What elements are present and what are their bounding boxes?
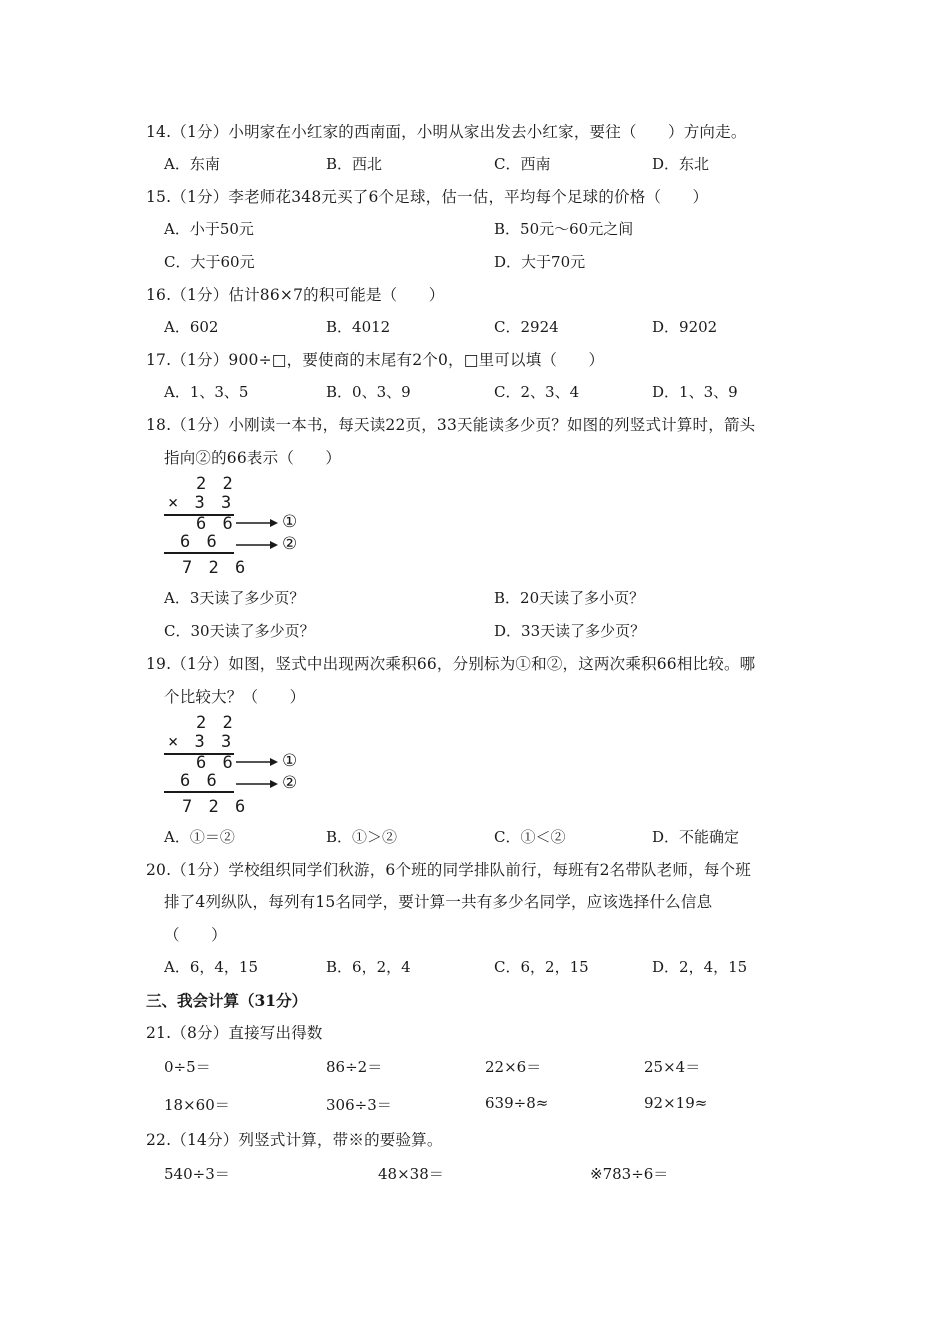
figure-result: 7 2 6 [182, 797, 249, 817]
question-18-line2: 指向②的66表示（ ） [164, 449, 342, 467]
q15-option-a[interactable]: A．小于50元 [164, 220, 254, 238]
q17-option-b[interactable]: B．0、3、9 [326, 383, 411, 401]
q16-option-b[interactable]: B．4012 [326, 318, 391, 336]
q19-option-d[interactable]: D．不能确定 [652, 828, 740, 846]
q18-option-a[interactable]: A．3天读了多少页？ [164, 589, 305, 607]
q15-option-c[interactable]: C．大于60元 [164, 253, 255, 271]
figure-multiplicand: 2 2 [196, 713, 236, 733]
q19-option-c[interactable]: C．①＜② [494, 828, 566, 846]
q20-option-d[interactable]: D．2，4，15 [652, 958, 748, 976]
question-21: 21.（8分）直接写出得数 [146, 1024, 323, 1042]
question-14: 14.（1分）小明家在小红家的西南面，小明从家出发去小红家，要往（ ）方向走。 [146, 123, 747, 141]
figure-partial-1: 6 6 [196, 753, 236, 773]
q21-item[interactable]: 306÷3＝ [326, 1096, 392, 1114]
figure-label-1: ① [282, 751, 298, 771]
q21-item[interactable]: 18×60＝ [164, 1096, 230, 1114]
q21-item[interactable]: 639÷8≈ [485, 1094, 549, 1112]
figure-multiplier: × 3 3 [168, 732, 235, 752]
section-3-title: 三、我会计算（31分） [146, 991, 308, 1010]
q19-option-a[interactable]: A．①＝② [164, 828, 235, 846]
q20-option-c[interactable]: C．6，2，15 [494, 958, 589, 976]
figure-line [164, 791, 234, 793]
q14-option-c[interactable]: C．西南 [494, 155, 551, 173]
question-20-line3: （ ） [164, 926, 227, 944]
figure-line [164, 552, 234, 554]
figure-partial-2: 6 6 [180, 771, 220, 791]
figure-multiplier: × 3 3 [168, 493, 235, 513]
q21-item[interactable]: 25×4＝ [644, 1058, 701, 1076]
question-19-line1: 19.（1分）如图，竖式中出现两次乘积66，分别标为①和②，这两次乘积66相比较。哪 [146, 655, 756, 673]
q21-item[interactable]: 86÷2＝ [326, 1058, 383, 1076]
q16-option-c[interactable]: C．2924 [494, 318, 559, 336]
question-15: 15.（1分）李老师花348元买了6个足球，估一估，平均每个足球的价格（ ） [146, 188, 709, 206]
figure-label-2: ② [282, 534, 298, 554]
q18-option-b[interactable]: B．20天读了多小页？ [494, 589, 645, 607]
q21-item[interactable]: 22×6＝ [485, 1058, 542, 1076]
q22-item[interactable]: ※783÷6＝ [590, 1165, 669, 1183]
arrow-icon [236, 753, 284, 793]
q15-option-b[interactable]: B．50元～60元之间 [494, 220, 634, 238]
figure-label-1: ① [282, 512, 298, 532]
vertical-multiplication-figure-2 [164, 713, 314, 817]
q18-option-c[interactable]: C．30天读了多少页？ [164, 622, 315, 640]
question-16: 16.（1分）估计86×7的积可能是（ ） [146, 286, 445, 304]
q17-option-d[interactable]: D．1、3、9 [652, 383, 738, 401]
question-19-line2: 个比较大？（ ） [164, 688, 306, 706]
q16-option-d[interactable]: D．9202 [652, 318, 718, 336]
question-20-line2: 排了4列纵队，每列有15名同学，要计算一共有多少名同学，应该选择什么信息 [164, 893, 713, 911]
arrow-icon [236, 514, 284, 554]
q20-option-b[interactable]: B．6，2，4 [326, 958, 411, 976]
question-17: 17.（1分）900÷□，要使商的末尾有2个0，□里可以填（ ） [146, 351, 605, 369]
q21-item[interactable]: 92×19≈ [644, 1094, 708, 1112]
vertical-multiplication-figure-1 [164, 474, 314, 578]
figure-label-2: ② [282, 773, 298, 793]
q21-item[interactable]: 0÷5＝ [164, 1058, 211, 1076]
q22-item[interactable]: 540÷3＝ [164, 1165, 230, 1183]
q22-item[interactable]: 48×38＝ [378, 1165, 444, 1183]
question-22: 22.（14分）列竖式计算，带※的要验算。 [146, 1131, 443, 1149]
figure-partial-1: 6 6 [196, 514, 236, 534]
figure-multiplicand: 2 2 [196, 474, 236, 494]
q14-option-b[interactable]: B．西北 [326, 155, 383, 173]
q15-option-d[interactable]: D．大于70元 [494, 253, 586, 271]
figure-partial-2: 6 6 [180, 532, 220, 552]
question-20-line1: 20.（1分）学校组织同学们秋游，6个班的同学排队前行，每班有2名带队老师，每个班 [146, 861, 751, 879]
q18-option-d[interactable]: D．33天读了多少页？ [494, 622, 646, 640]
q17-option-a[interactable]: A．1、3、5 [164, 383, 249, 401]
figure-result: 7 2 6 [182, 558, 249, 578]
q16-option-a[interactable]: A．602 [164, 318, 219, 336]
q14-option-a[interactable]: A．东南 [164, 155, 220, 173]
q17-option-c[interactable]: C．2、3、4 [494, 383, 580, 401]
q14-option-d[interactable]: D．东北 [652, 155, 710, 173]
q20-option-a[interactable]: A．6，4，15 [164, 958, 259, 976]
question-18-line1: 18.（1分）小刚读一本书，每天读22页，33天能读多少页？如图的列竖式计算时，箭头 [146, 416, 756, 434]
q19-option-b[interactable]: B．①＞② [326, 828, 398, 846]
